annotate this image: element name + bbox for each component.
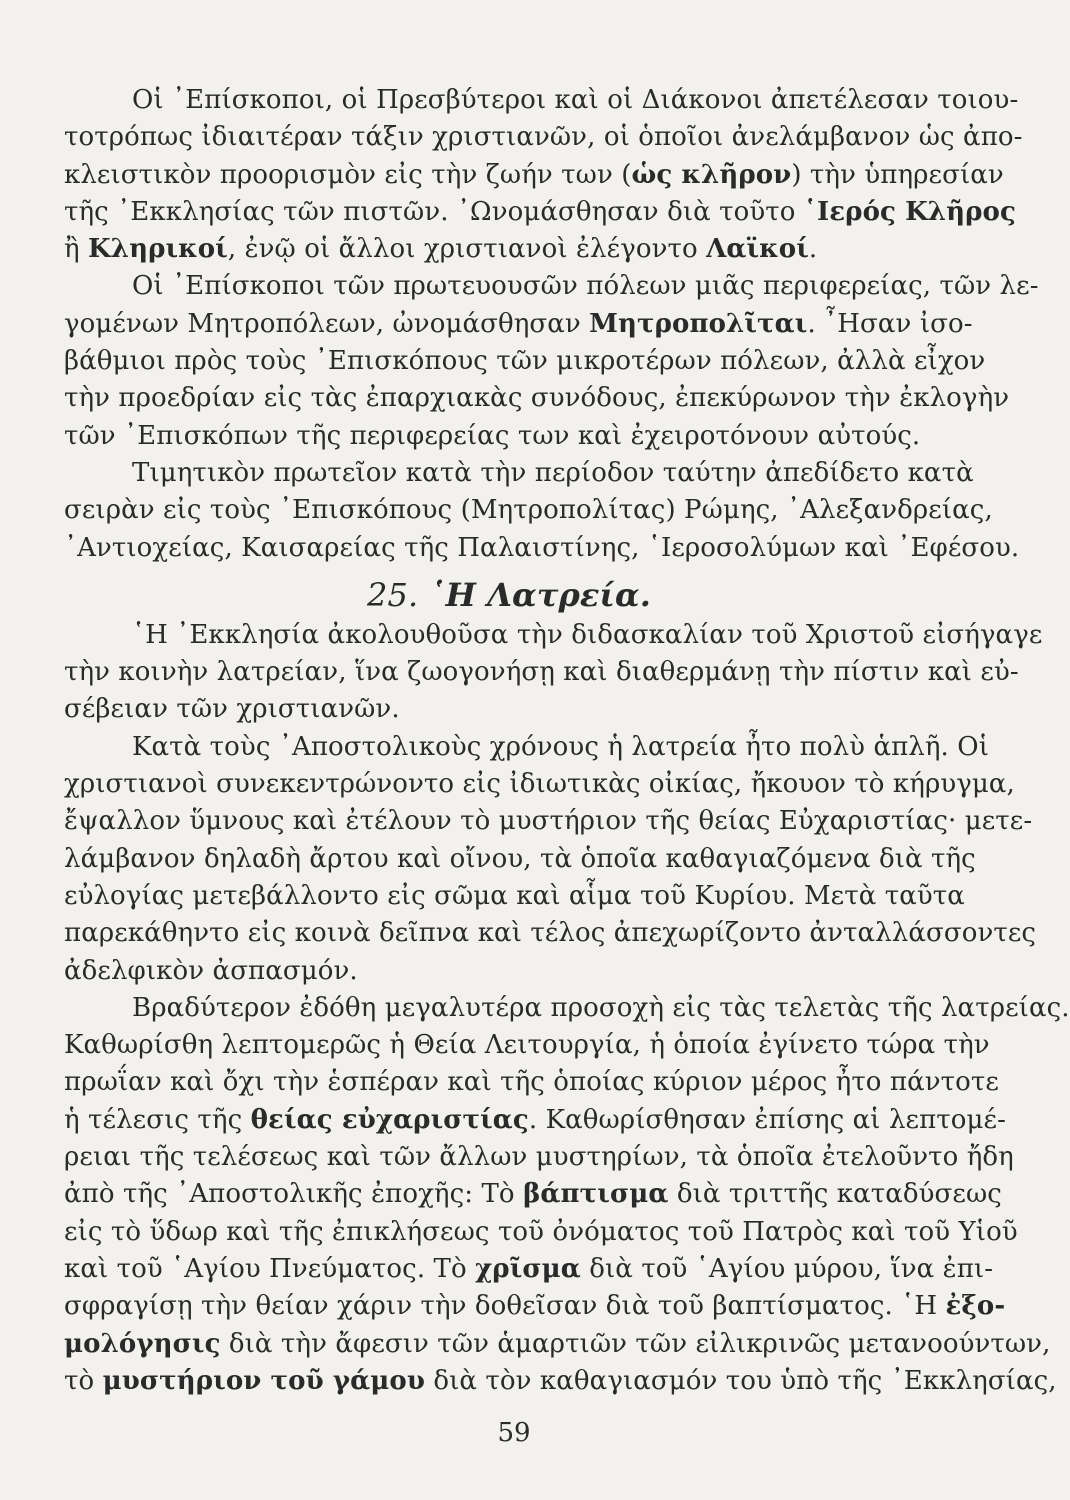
text-segment: ἢ — [64, 234, 89, 265]
text-line — [64, 418, 954, 455]
text-segment: σφραγίσῃ τὴν θείαν χάριν τὴν δοθεῖσαν διὰ τοῦ βαπτίσματος. ῾Η — [64, 1291, 946, 1322]
text-segment: Μητροπολῖται — [589, 308, 808, 339]
text-line — [64, 343, 986, 380]
text-segment: ᾿Αντιοχείας, Καισαρείας τῆς Παλαιστίνης, ῾Ιεροσολύμων καὶ ᾿Εφέσου. — [64, 532, 1020, 563]
text-segment: ἔψαλλον ὕμνους καὶ ἐτέλουν τὸ μυστήριον τῆς θείας Εὐχαριστίας· μετε- — [64, 806, 1033, 837]
text-line — [64, 194, 1016, 231]
text-segment: Τιμητικὸν πρωτεῖον κατὰ τὴν περίοδον ταύτην ἀπεδίδετο κατὰ — [132, 457, 974, 488]
text-segment: Κληρικοί — [88, 234, 228, 265]
text-line — [64, 915, 1037, 952]
text-segment: διὰ τριττῆς καταδύσεως — [668, 1179, 1002, 1210]
text-segment: εἰς τὸ ὕδωρ καὶ τῆς ἐπικλήσεως τοῦ ὀνόματος τοῦ Πατρὸς καὶ τοῦ Υἱοῦ — [64, 1216, 1018, 1247]
page-number: 59 — [497, 1418, 531, 1448]
text-segment: διὰ τοῦ ῾Αγίου μύρου, ἵνα ἐπι- — [580, 1253, 994, 1284]
text-line — [64, 691, 954, 728]
text-segment: σέβειαν τῶν χριστιανῶν. — [64, 694, 400, 725]
text-segment: . Καθωρίσθησαν ἐπίσης αἱ λεπτομέ- — [528, 1104, 1006, 1135]
text-segment: τῶν ᾿Επισκόπων τῆς περιφερείας των καὶ ἐχειροτόνουν αὐτούς. — [64, 420, 921, 451]
text-line — [64, 617, 1043, 654]
text-line — [64, 766, 1015, 803]
text-line — [64, 1214, 1018, 1251]
text-line — [64, 380, 1010, 417]
text-segment: ρειαι τῆς τελέσεως καὶ τῶν ἄλλων μυστηρίων, τὰ ὁποῖα ἐτελοῦντο ἤδη — [64, 1142, 1014, 1173]
text-segment: . — [808, 234, 818, 265]
text-line — [64, 878, 965, 915]
text-line — [64, 119, 1023, 156]
text-line — [64, 1363, 1057, 1400]
text-line — [64, 231, 954, 268]
text-line — [64, 654, 1019, 691]
body-text — [64, 82, 1070, 1400]
text-line — [64, 268, 1039, 305]
text-line — [64, 953, 954, 990]
text-segment: καὶ τοῦ ῾Αγίου Πνεύματος. Τὸ — [64, 1253, 476, 1284]
text-segment: ἀπὸ τῆς ᾿Αποστολικῆς ἐποχῆς: Τὸ — [64, 1179, 524, 1210]
section-heading — [64, 569, 954, 621]
text-line — [64, 1326, 1051, 1363]
text-segment: Καθωρίσθη λεπτομερῶς ἡ Θεία Λειτουργία, ἡ ὁποία ἐγίνετο τώρα τὴν — [64, 1030, 990, 1061]
text-line — [64, 729, 989, 766]
text-line — [64, 1064, 999, 1101]
section-title: ῾Η Λατρεία. — [418, 575, 651, 614]
text-segment: , ἐνῷ οἱ ἄλλοι χριστιανοὶ ἐλέγοντο — [227, 234, 707, 265]
text-line — [64, 841, 976, 878]
text-segment: βάθμιοι πρὸς τοὺς ᾿Επισκόπους τῶν μικροτέρων πόλεων, ἀλλὰ εἶχον — [64, 346, 986, 377]
text-segment: Λαϊκοί — [706, 234, 809, 265]
text-line — [64, 1176, 1002, 1213]
text-segment: χρῖσμα — [475, 1253, 581, 1284]
text-segment: εὐλογίας μετεβάλλοντο εἰς σῶμα καὶ αἷμα τοῦ Κυρίου. Μετὰ ταῦτα — [64, 880, 965, 911]
text-line — [64, 157, 1004, 194]
text-line — [64, 1027, 990, 1064]
text-line — [64, 803, 1033, 840]
text-segment: διὰ τὸν καθαγιασμόν του ὑπὸ τῆς ᾿Εκκλησίας, — [424, 1365, 1057, 1396]
text-segment: ῾Η ᾿Εκκλησία ἀκολουθοῦσα τὴν διδασκαλίαν τοῦ Χριστοῦ εἰσήγαγε — [132, 619, 1043, 650]
text-segment: κλειστικὸν προορισμὸν εἰς τὴν ζωήν των ( — [64, 159, 632, 190]
text-line — [64, 82, 1019, 119]
text-segment: τὴν κοινὴν λατρείαν, ἵνα ζωογονήσῃ καὶ διαθερμάνῃ τὴν πίστιν καὶ εὐ- — [64, 657, 1019, 688]
text-segment: διὰ τὴν ἄφεσιν τῶν ἁμαρτιῶν τῶν εἰλικρινῶς μετανοούντων, — [220, 1328, 1051, 1359]
text-segment: βάπτισμα — [523, 1179, 669, 1210]
text-line — [64, 1251, 994, 1288]
text-segment: λάμβανον δηλαδὴ ἄρτου καὶ οἴνου, τὰ ὁποῖα καθαγιαζόμενα διὰ τῆς — [64, 843, 976, 874]
text-line — [64, 530, 1020, 567]
text-line — [64, 1139, 1014, 1176]
text-segment: ἐξο- — [945, 1291, 1006, 1322]
section-number: 25. — [367, 575, 419, 614]
text-line — [64, 990, 1070, 1027]
text-line — [64, 492, 993, 529]
text-segment: ) τὴν ὑπηρεσίαν — [791, 159, 1004, 190]
text-segment: πρωΐαν καὶ ὄχι τὴν ἑσπέραν καὶ τῆς ὁποίας κύριον μέρος ἦτο πάντοτε — [64, 1067, 999, 1098]
text-segment: ἀδελφικὸν ἀσπασμόν. — [64, 955, 358, 986]
text-segment: χριστιανοὶ συνεκεντρώνοντο εἰς ἰδιωτικὰς οἰκίας, ἤκουον τὸ κήρυγμα, — [64, 769, 1015, 800]
text-segment: τὸ — [64, 1365, 103, 1396]
text-segment: ἡ τέλεσις τῆς — [64, 1104, 251, 1135]
text-segment: σειρὰν εἰς τοὺς ᾿Επισκόπους (Μητροπολίτας) Ρώμης, ᾿Αλεξανδρείας, — [64, 495, 993, 526]
text-segment: τῆς ᾿Εκκλησίας τῶν πιστῶν. ᾿Ωνομάσθησαν διὰ τοῦτο — [64, 196, 804, 227]
text-segment: ῾Ιερός Κλῆρος — [803, 196, 1016, 227]
text-segment: μυστήριον τοῦ γάμου — [102, 1365, 425, 1396]
text-segment: Οἱ ᾿Επίσκοποι, οἱ Πρεσβύτεροι καὶ οἱ Διάκονοι ἀπετέλεσαν τοιου- — [132, 85, 1019, 115]
text-segment: Κατὰ τοὺς ᾿Αποστολικοὺς χρόνους ἡ λατρεία ἦτο πολὺ ἁπλῆ. Οἱ — [132, 731, 989, 762]
text-segment: γομένων Μητροπόλεων, ὠνομάσθησαν — [64, 308, 590, 339]
text-segment: παρεκάθηντο εἰς κοινὰ δεῖπνα καὶ τέλος ἀπεχωρίζοντο ἀνταλλάσσοντες — [64, 918, 1037, 949]
text-segment: μολόγησις — [64, 1328, 221, 1359]
text-segment: Βραδύτερον ἐδόθη μεγαλυτέρα προσοχὴ εἰς τὰς τελετὰς τῆς λατρείας. — [132, 992, 1070, 1023]
text-segment: θείας εὐχαριστίας — [250, 1104, 529, 1135]
text-segment: . ῏Ησαν ἰσο- — [807, 308, 973, 339]
text-segment: Οἱ ᾿Επίσκοποι τῶν πρωτευουσῶν πόλεων μιᾶς περιφερείας, τῶν λε- — [132, 271, 1039, 302]
text-line — [64, 306, 973, 343]
text-segment: τοτρόπως ἰδιαιτέραν τάξιν χριστιανῶν, οἱ ὁποῖοι ἀνελάμβανον ὡς ἀπο- — [64, 122, 1023, 153]
text-line — [64, 1102, 1006, 1139]
text-line — [64, 1288, 1006, 1325]
text-segment: ὡς κλῆρον — [631, 159, 792, 190]
text-segment: τὴν προεδρίαν εἰς τὰς ἐπαρχιακὰς συνόδους, ἐπεκύρωνον τὴν ἐκλογὴν — [64, 383, 1010, 414]
text-line — [64, 455, 974, 492]
